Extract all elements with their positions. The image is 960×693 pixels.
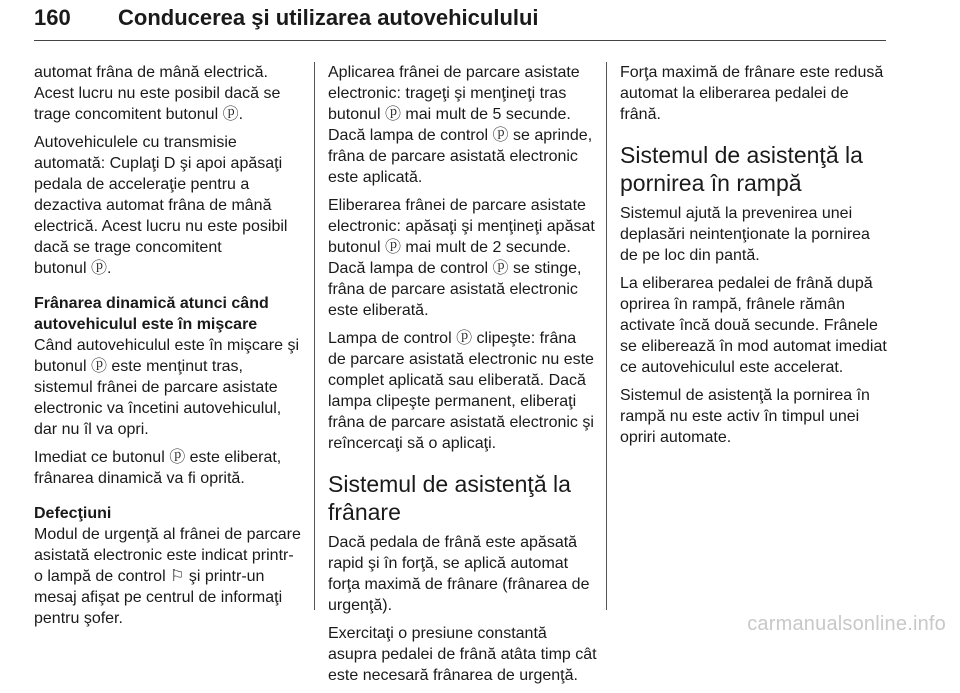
page-number: 160 (34, 5, 71, 30)
paragraph: La eliberarea pedalei de frână după oprirea în rampă, frânele rămân activate încă două secunde. Frânele se eliberează în mod automat imediat ce autovehiculul este accelerat. (620, 275, 887, 376)
paragraph: Sistemul de asistenţă la pornirea în rampă nu este activ în timpul unei opriri automate. (620, 387, 870, 446)
paragraph: Lampa de control ⓟ clipeşte: frâna de parcare asistată electronic nu este complet aplicată sau eliberată. Dacă lampa clipeşte permanent, eliberaţi frâna de parcare asistată electronic şi reîncercaţi să o aplicaţi. (328, 330, 594, 452)
paragraph: Autovehiculele cu transmisie automată: Cuplaţi D şi apoi apăsaţi pedala de acceleraţie pentru a dezactiva automat frâna de mână electrică. Acest lucru nu este posibil dacă se trage concomitent butonul ⓟ. (34, 134, 288, 277)
paragraph: Aplicarea frânei de parcare asistate electronic: trageţi şi menţineţi tras butonul ⓟ mai mult de 5 secunde. Dacă lampa de control ⓟ se aprinde, frâna de parcare asistată electronic este aplicată. (328, 64, 593, 186)
subheading: Frânarea dinamică atunci când autovehiculul este în mişcare (34, 295, 269, 333)
paragraph: automat frâna de mână electrică. Acest lucru nu este posibil dacă se trage concomitent butonul ⓟ. (34, 64, 281, 123)
paragraph: Sistemul ajută la prevenirea unei deplasări neintenţionate la pornirea de pe loc din pantă. (620, 205, 870, 264)
watermark[interactable]: carmanualsonline.info (747, 613, 946, 635)
section-heading: Sistemul de asistenţă la pornirea în rampă (620, 142, 863, 196)
header-divider (34, 40, 886, 41)
page-header (34, 0, 886, 50)
column-divider (606, 62, 607, 610)
column-divider (314, 62, 315, 610)
paragraph: Imediat ce butonul ⓟ este eliberat, frânarea dinamică va fi oprită. (34, 449, 282, 487)
chapter-title: Conducerea şi utilizarea autovehiculului (118, 5, 539, 30)
subheading: Defecţiuni (34, 505, 112, 522)
paragraph: Când autovehiculul este în mişcare şi butonul ⓟ este menţinut tras, sistemul frânei de parcare asistate electronic va încetini autovehiculul, dar nu îl va opri. (34, 337, 300, 438)
paragraph: Eliberarea frânei de parcare asistate electronic: apăsaţi şi menţineţi apăsat butonul ⓟ mai mult de 2 secunde. Dacă lampa de control ⓟ se stinge, frâna de parcare asistată electronic este eliberată. (328, 197, 595, 319)
column-2 (328, 62, 597, 693)
column-1 (34, 62, 300, 636)
section-heading: Sistemul de asistenţă la frânare (328, 471, 571, 525)
paragraph: Exercitaţi o presiune constantă asupra pedalei de frână atâta timp cât este necesară frânarea de urgenţă. (328, 625, 597, 684)
paragraph: Dacă pedala de frână este apăsată rapid şi în forţă, se aplică automat forţa maximă de frânare (frânarea de urgenţă). (328, 534, 590, 614)
paragraph: Modul de urgenţă al frânei de parcare asistată electronic este indicat printr- o lampă de control ⚐ şi printr-un mesaj afişat pe centrul de informaţi pentru şofer. (34, 526, 301, 627)
paragraph: Forţa maximă de frânare este redusă automat la eliberarea pedalei de frână. (620, 64, 884, 123)
column-3 (620, 62, 888, 455)
